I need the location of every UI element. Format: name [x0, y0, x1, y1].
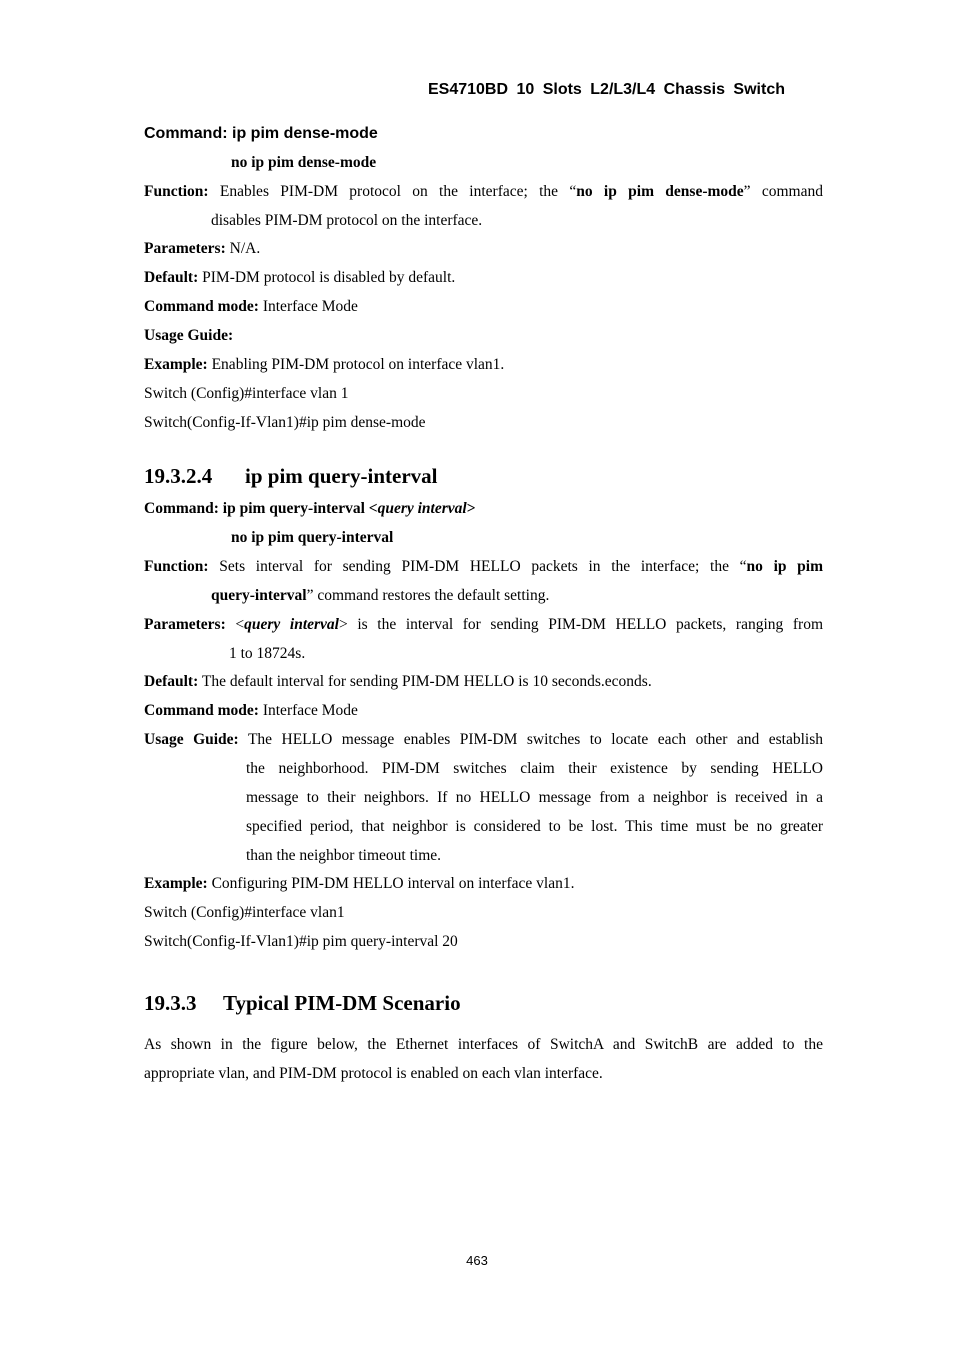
cli-line: Switch(Config-If-Vlan1)#ip pim dense-mode [144, 414, 426, 431]
example-text: Enabling PIM-DM protocol on interface vlan1. [211, 356, 505, 373]
paragraph: appropriate vlan, and PIM-DM protocol is enabled on each vlan interface. [144, 1065, 603, 1082]
param-text: > is the interval for sending PIM-DM HELLO packets, ranging from [338, 616, 823, 633]
parameters-continuation: 1 to 18724s. [229, 645, 306, 662]
command-mode-line [144, 702, 358, 720]
no-command-line: no ip pim query-interval [231, 529, 394, 546]
example-line [144, 356, 504, 374]
usage-guide-line [144, 327, 233, 345]
parameters-line [144, 616, 823, 634]
command-mode-label: Command mode: [144, 298, 259, 315]
function-bold: no ip pim [746, 558, 824, 575]
function-bold-cont: query-interval [211, 587, 307, 604]
command-param: query interval [377, 500, 467, 517]
parameters-text: N/A. [229, 240, 261, 257]
parameters-line [144, 240, 260, 258]
function-continuation: disables PIM-DM protocol on the interface. [211, 212, 483, 229]
command-end: > [466, 500, 476, 517]
command-text: ip pim dense-mode [232, 125, 378, 142]
section-heading [144, 464, 438, 489]
section-heading [144, 991, 461, 1016]
command-label: Command: ip pim query-interval < [144, 500, 378, 517]
default-line [144, 673, 652, 691]
example-label: Example: [144, 356, 208, 373]
cli-line: Switch(Config-If-Vlan1)#ip pim query-interval 20 [144, 933, 458, 950]
function-continuation [211, 587, 549, 605]
command-label: Command: [144, 125, 228, 142]
page-number: 463 [466, 1253, 488, 1268]
command-mode-text: Interface Mode [262, 702, 358, 719]
paragraph: As shown in the figure below, the Ethernet interfaces of SwitchA and SwitchB are added to the [144, 1036, 823, 1053]
command-mode-line [144, 298, 358, 316]
usage-text: than the neighbor timeout time. [246, 847, 441, 864]
function-text: Enables PIM-DM protocol on the interface; the “ [219, 183, 577, 200]
default-label: Default: [144, 269, 199, 286]
command-line [144, 125, 378, 143]
example-line [144, 875, 574, 893]
function-cont-text: ” command restores the default setting. [306, 587, 550, 604]
example-text: Configuring PIM-DM HELLO interval on interface vlan1. [211, 875, 575, 892]
command-line [144, 500, 476, 518]
function-label: Function: [144, 558, 209, 575]
function-bold: no ip pim dense-mode [576, 183, 744, 200]
usage-guide-label: Usage Guide: [144, 731, 239, 748]
param-name: query interval [244, 616, 339, 633]
usage-guide-label: Usage Guide: [144, 327, 234, 344]
no-command-line: no ip pim dense-mode [231, 154, 377, 171]
command-mode-text: Interface Mode [262, 298, 358, 315]
section-number: 19.3.2.4 [144, 464, 213, 488]
function-label: Function: [144, 183, 209, 200]
usage-guide-line [144, 731, 823, 749]
usage-text: message to their neighbors. If no HELLO message from a neighbor is received in a [246, 789, 823, 806]
default-label: Default: [144, 673, 199, 690]
function-line [144, 183, 823, 201]
example-label: Example: [144, 875, 208, 892]
default-text: PIM-DM protocol is disabled by default. [202, 269, 456, 286]
default-text: The default interval for sending PIM-DM HELLO is 10 seconds.econds. [201, 673, 652, 690]
usage-text: The HELLO message enables PIM-DM switches to locate each other and establish [247, 731, 824, 748]
cli-line: Switch (Config)#interface vlan1 [144, 904, 345, 921]
section-title: Typical PIM-DM Scenario [223, 991, 461, 1015]
function-text-end: ” command [743, 183, 823, 200]
section-title: ip pim query-interval [245, 464, 438, 488]
default-line [144, 269, 455, 287]
function-text: Sets interval for sending PIM-DM HELLO packets in the interface; the “ [219, 558, 747, 575]
command-mode-label: Command mode: [144, 702, 259, 719]
usage-text: the neighborhood. PIM-DM switches claim their existence by sending HELLO [246, 760, 823, 777]
running-header: ES4710BD 10 Slots L2/L3/L4 Chassis Switch [427, 81, 785, 98]
function-line [144, 558, 823, 576]
parameters-label: Parameters: [144, 240, 226, 257]
parameters-label: Parameters: [144, 616, 226, 633]
cli-line: Switch (Config)#interface vlan 1 [144, 385, 349, 402]
param-open: < [235, 616, 245, 633]
section-number: 19.3.3 [144, 991, 197, 1015]
usage-text: specified period, that neighbor is considered to be lost. This time must be no greater [246, 818, 823, 835]
